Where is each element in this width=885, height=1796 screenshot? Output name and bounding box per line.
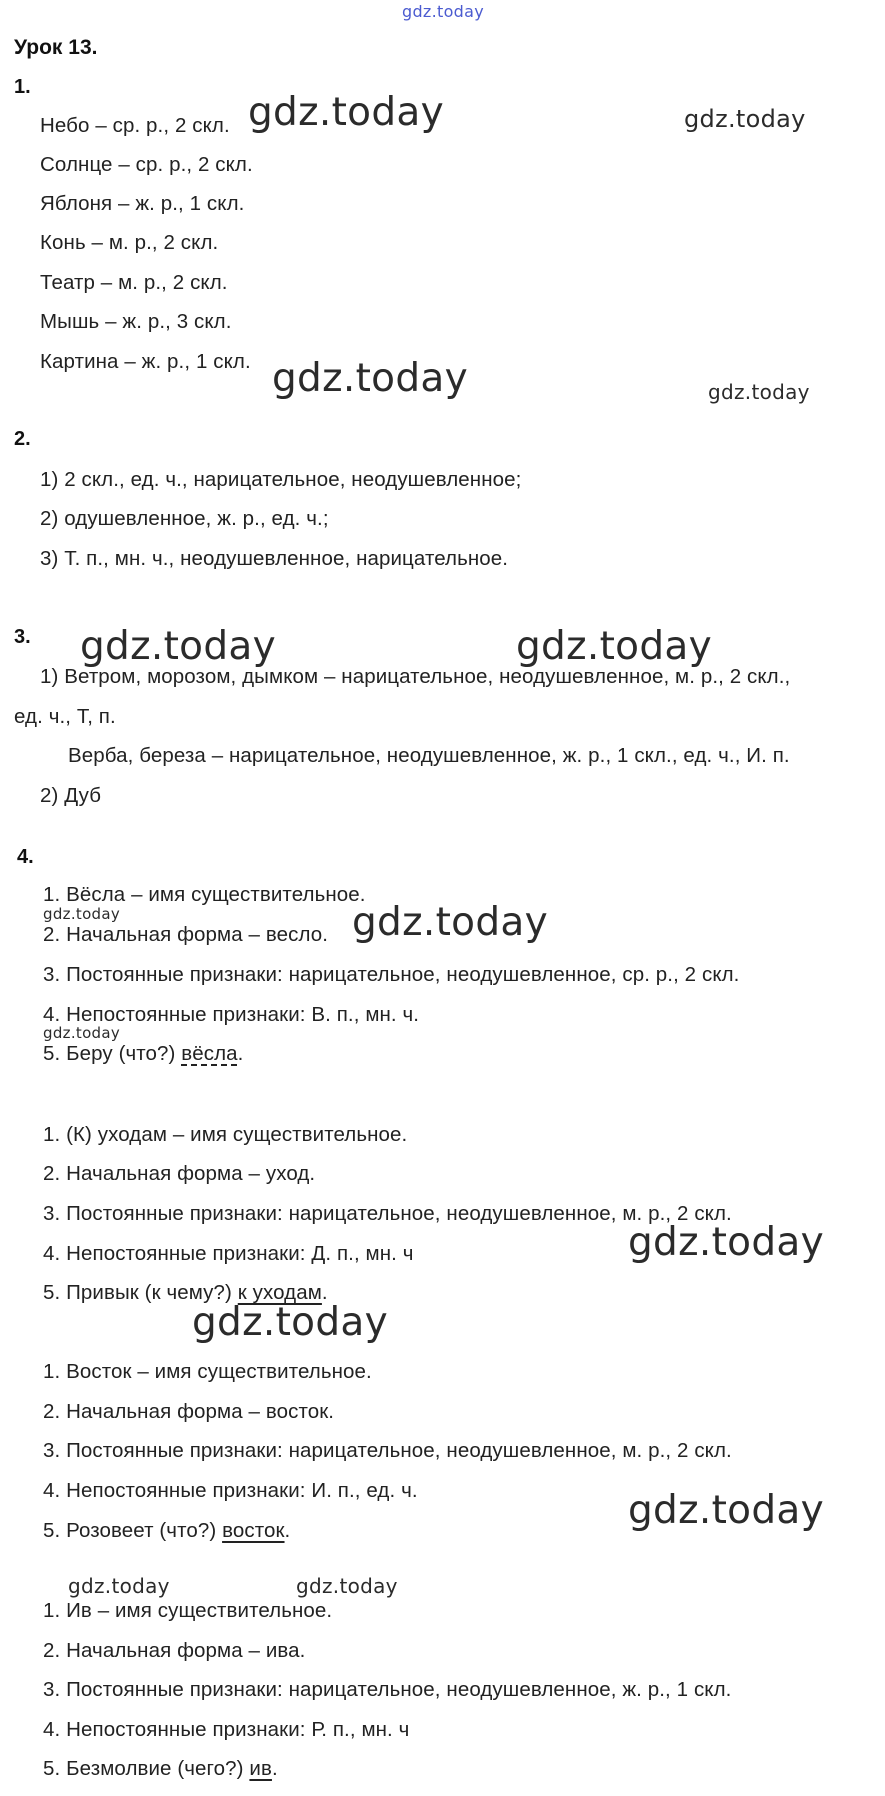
- ex4-line: 4. Непостоянные признаки: Р. п., мн. ч: [43, 1718, 410, 1741]
- watermark: gdz.today: [708, 380, 810, 404]
- exercise-1-number: 1.: [14, 76, 31, 98]
- underlined-word: вёсла: [181, 1042, 238, 1065]
- exercise-4-number: 4.: [17, 846, 34, 868]
- example-suffix: .: [237, 1042, 244, 1065]
- watermark: gdz.today: [684, 105, 806, 133]
- ex4-line: 4. Непостоянные признаки: И. п., ед. ч.: [43, 1479, 418, 1502]
- ex4-line: 1. Восток – имя существительное.: [43, 1360, 372, 1383]
- watermark: gdz.today: [628, 1488, 824, 1533]
- watermark: gdz.today: [43, 1024, 121, 1042]
- example-suffix: .: [321, 1281, 328, 1304]
- ex3-line: 1) Ветром, морозом, дымком – нарицательное, неодушевленное, м. р., 2 скл.,: [40, 665, 791, 688]
- example-prefix: 5. Безмолвие (чего?): [43, 1757, 250, 1780]
- watermark: gdz.today: [296, 1574, 398, 1598]
- watermark: gdz.today: [80, 624, 276, 669]
- ex3-line: ед. ч., Т, п.: [14, 705, 116, 728]
- underlined-word: к уходам: [237, 1281, 322, 1304]
- ex4-line: [43, 1757, 278, 1781]
- ex4-line: 3. Постоянные признаки: нарицательное, неодушевленное, ср. р., 2 скл.: [43, 963, 740, 986]
- watermark: gdz.today: [192, 1300, 388, 1345]
- ex4-line: 4. Непостоянные признаки: В. п., мн. ч.: [43, 1003, 420, 1026]
- ex1-line: Солнце – ср. р., 2 скл.: [40, 153, 253, 176]
- watermark: gdz.today: [516, 624, 712, 669]
- ex2-line: 1) 2 скл., ед. ч., нарицательное, неодушевленное;: [40, 468, 522, 491]
- lesson-title: Урок 13.: [14, 36, 98, 59]
- watermark: gdz.today: [272, 356, 468, 401]
- example-prefix: 5. Беру (что?): [43, 1042, 182, 1065]
- ex4-line: 2. Начальная форма – ива.: [43, 1639, 306, 1662]
- ex1-line: Картина – ж. р., 1 скл.: [40, 350, 251, 373]
- watermark: gdz.today: [68, 1574, 170, 1598]
- ex4-line: 1. (К) уходам – имя существительное.: [43, 1123, 408, 1146]
- watermark: gdz.today: [352, 900, 548, 945]
- ex4-line: 1. Вёсла – имя существительное.: [43, 883, 366, 906]
- exercise-2-number: 2.: [14, 428, 31, 450]
- example-suffix: .: [271, 1757, 278, 1780]
- ex4-line: 2. Начальная форма – весло.: [43, 923, 329, 946]
- ex4-line: 3. Постоянные признаки: нарицательное, неодушевленное, м. р., 2 скл.: [43, 1202, 732, 1225]
- underlined-word: восток: [222, 1519, 285, 1542]
- ex1-line: Небо – ср. р., 2 скл.: [40, 114, 230, 137]
- ex4-line: 3. Постоянные признаки: нарицательное, неодушевленное, ж. р., 1 скл.: [43, 1678, 732, 1701]
- ex4-line: 4. Непостоянные признаки: Д. п., мн. ч: [43, 1242, 414, 1265]
- ex1-line: Яблоня – ж. р., 1 скл.: [40, 192, 245, 215]
- ex4-line: 3. Постоянные признаки: нарицательное, неодушевленное, м. р., 2 скл.: [43, 1439, 732, 1462]
- watermark: gdz.today: [43, 905, 121, 923]
- ex1-line: Театр – м. р., 2 скл.: [40, 271, 228, 294]
- ex3-line: 2) Дуб: [40, 784, 102, 807]
- underlined-word: ив: [249, 1757, 272, 1780]
- example-prefix: 5. Привык (к чему?): [43, 1281, 238, 1304]
- ex4-line: [43, 1042, 243, 1066]
- watermark: gdz.today: [248, 90, 444, 135]
- ex4-line: 1. Ив – имя существительное.: [43, 1599, 333, 1622]
- watermark: gdz.today: [628, 1220, 824, 1265]
- ex3-line: Верба, береза – нарицательное, неодушевленное, ж. р., 1 скл., ед. ч., И. п.: [68, 744, 790, 767]
- example-prefix: 5. Розовеет (что?): [43, 1519, 223, 1542]
- watermark-top: gdz.today: [402, 2, 484, 21]
- ex1-line: Конь – м. р., 2 скл.: [40, 231, 219, 254]
- ex4-line: [43, 1519, 290, 1543]
- ex2-line: 2) одушевленное, ж. р., ед. ч.;: [40, 507, 329, 530]
- example-suffix: .: [284, 1519, 291, 1542]
- ex1-line: Мышь – ж. р., 3 скл.: [40, 310, 232, 333]
- ex4-line: 2. Начальная форма – уход.: [43, 1162, 316, 1185]
- ex4-line: 2. Начальная форма – восток.: [43, 1400, 335, 1423]
- exercise-3-number: 3.: [14, 626, 31, 648]
- ex2-line: 3) Т. п., мн. ч., неодушевленное, нарицательное.: [40, 547, 509, 570]
